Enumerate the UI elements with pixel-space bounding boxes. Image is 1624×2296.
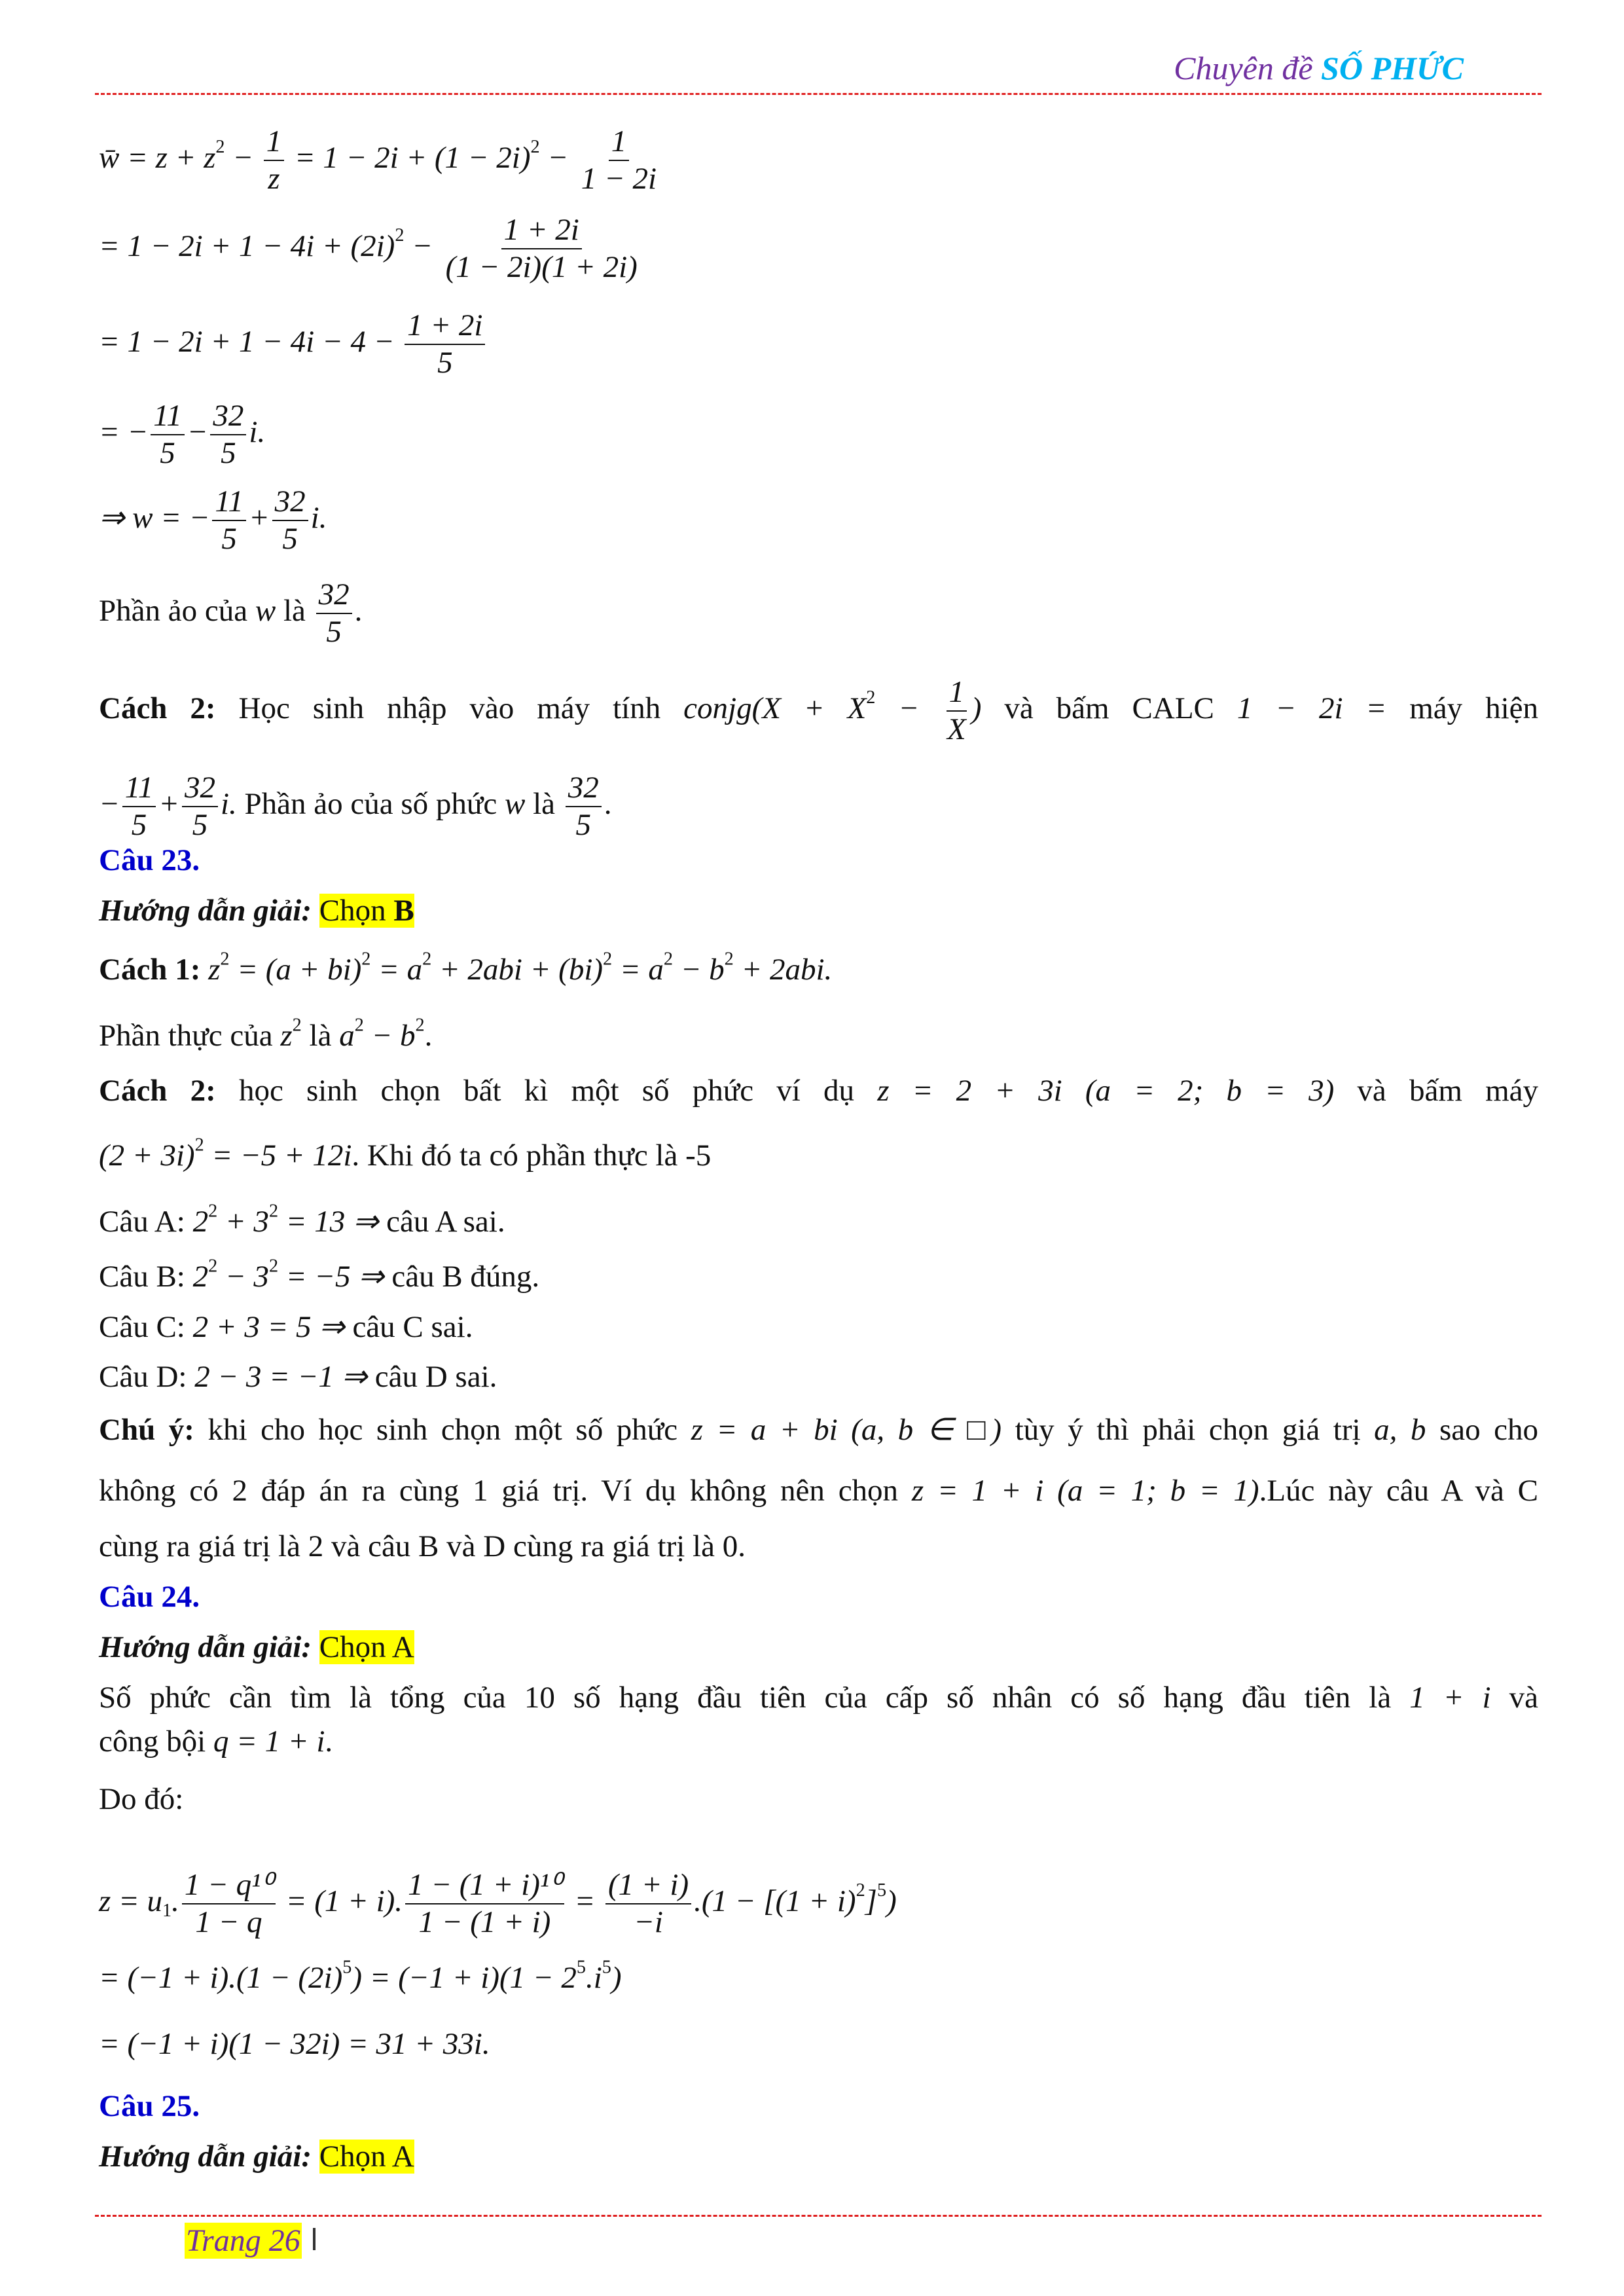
- math: w: [504, 786, 526, 821]
- text: và bấm CALC: [981, 691, 1237, 725]
- math: = 13 ⇒: [278, 1205, 379, 1239]
- text-line: [99, 401, 1538, 469]
- text: Câu D:: [99, 1360, 195, 1394]
- math: .i: [585, 1961, 602, 1995]
- text-line: [99, 1531, 1538, 1562]
- text-line: [99, 1726, 1538, 1757]
- math: 1 + i: [1409, 1681, 1491, 1715]
- text-line: [99, 1015, 1538, 1053]
- text-line: [99, 896, 1538, 926]
- text-line: [99, 845, 1538, 876]
- numerator: 32: [182, 773, 218, 807]
- math: − 3: [217, 1260, 269, 1294]
- footer-bar: [313, 2228, 316, 2250]
- fraction: [605, 1870, 691, 1938]
- text-line: [99, 677, 1538, 745]
- math: + 2abi + (bi): [431, 953, 604, 987]
- math: −: [99, 786, 120, 821]
- text-line: [99, 2091, 1538, 2122]
- math: −: [187, 414, 208, 449]
- superscript: 2: [208, 1256, 218, 1277]
- text: Câu B:: [99, 1260, 193, 1294]
- text: Do đó:: [99, 1782, 184, 1816]
- fraction: [272, 486, 308, 555]
- math: ]: [865, 1884, 877, 1918]
- math: i.: [310, 500, 327, 535]
- question-heading: Câu 23.: [99, 843, 200, 877]
- text-line: [99, 1632, 1538, 1663]
- math: a, b: [1374, 1413, 1426, 1447]
- text: .: [424, 1019, 433, 1053]
- superscript: 2: [603, 949, 613, 970]
- denominator: 5: [192, 808, 208, 842]
- superscript: 2: [530, 137, 540, 158]
- fraction: [316, 579, 352, 647]
- denominator: 5: [160, 436, 175, 470]
- superscript: 2: [292, 1015, 302, 1036]
- numerator: 1 − (1 + i)¹⁰: [405, 1870, 564, 1904]
- math: 2: [192, 1205, 209, 1239]
- superscript: 2: [268, 1201, 279, 1222]
- superscript: 5: [342, 1957, 352, 1978]
- math: ⇒ w = −: [99, 500, 210, 535]
- fraction: [182, 773, 218, 841]
- denominator: (1 − 2i)(1 + 2i): [445, 250, 638, 284]
- math: = (a + bi): [229, 953, 362, 987]
- numerator: 32: [272, 486, 308, 521]
- denominator: −i: [634, 1905, 663, 1939]
- superscript: 2: [194, 1135, 204, 1156]
- math: .: [171, 1884, 179, 1918]
- text: câu C sai.: [344, 1310, 473, 1344]
- text-line: [99, 1870, 1538, 1938]
- math: +: [248, 500, 270, 535]
- text-line: [99, 126, 1538, 194]
- text-line: [99, 1256, 1538, 1294]
- text-line: [99, 310, 1538, 378]
- answer-highlight: Chọn: [319, 894, 394, 928]
- answer-highlight: Chọn A: [319, 2140, 414, 2174]
- math: = a: [370, 953, 423, 987]
- numerator: 1: [264, 126, 285, 161]
- fraction: [122, 773, 156, 841]
- text: không có 2 đáp án ra cùng 1 giá trị. Ví dụ không nên chọn: [99, 1474, 912, 1508]
- page-number: Trang 26: [186, 2223, 300, 2258]
- superscript: 2: [866, 687, 876, 708]
- bold-label: Cách 2:: [99, 691, 216, 725]
- math: z = u: [99, 1884, 163, 1918]
- text-line: [99, 1076, 1538, 1106]
- denominator: 5: [437, 346, 453, 380]
- math: 2: [192, 1260, 209, 1294]
- math: z = a + bi (a, b ∈ □): [691, 1413, 1002, 1447]
- math: = 1 − 2i + 1 − 4i − 4 −: [99, 324, 403, 359]
- bold-label: Cách 1:: [99, 953, 201, 987]
- math: − b: [363, 1019, 416, 1053]
- fraction: [945, 677, 969, 745]
- text: và bấm máy: [1334, 1074, 1538, 1108]
- text-line: [99, 215, 1538, 283]
- math: − b: [672, 953, 725, 987]
- math: = −5 ⇒: [278, 1260, 384, 1294]
- superscript: 5: [876, 1880, 887, 1901]
- superscript: 2: [208, 1201, 218, 1222]
- denominator: 1 − q: [195, 1905, 262, 1939]
- subscript: 1: [162, 1901, 172, 1922]
- text-line: [99, 1957, 1538, 1995]
- superscript: 2: [354, 1015, 364, 1036]
- text: Phần ảo của số phức: [236, 786, 505, 821]
- math: = (−1 + i).(1 − (2i): [99, 1961, 343, 1995]
- text: sao cho: [1426, 1413, 1539, 1447]
- text: học sinh chọn bất kì một số phức ví dụ: [215, 1074, 878, 1108]
- numerator: 11: [122, 773, 156, 807]
- text-line: [99, 1784, 1538, 1815]
- fraction: [151, 401, 185, 469]
- fraction: [405, 1870, 564, 1938]
- math: ): [886, 1884, 897, 1918]
- superscript: 2: [724, 949, 734, 970]
- text: Phần thực của: [99, 1019, 281, 1053]
- text-line: [99, 2029, 1538, 2060]
- answer-highlight: Chọn A: [319, 1630, 414, 1664]
- numerator: 1 + 2i: [405, 310, 485, 345]
- numerator: 1: [947, 677, 967, 712]
- math: a: [339, 1019, 355, 1053]
- denominator: 5: [221, 522, 237, 556]
- text: câu B đúng.: [384, 1260, 540, 1294]
- text: cùng ra giá trị là 2 và câu B và D cùng ra giá trị là 0.: [99, 1529, 746, 1563]
- text-line: [99, 1201, 1538, 1239]
- numerator: (1 + i): [605, 1870, 691, 1904]
- header-prefix: Chuyên đề: [1174, 50, 1313, 86]
- denominator: 1 − (1 + i): [418, 1905, 551, 1939]
- numerator: 1 − q¹⁰: [182, 1870, 276, 1904]
- math: i.: [249, 414, 266, 449]
- math: = −: [99, 414, 149, 449]
- math: = (−1 + i)(1 − 32i) = 31 + 33i.: [99, 2027, 490, 2061]
- text-line: [99, 1683, 1538, 1713]
- text: .: [604, 786, 612, 821]
- text: Câu C:: [99, 1310, 193, 1344]
- superscript: 2: [215, 137, 225, 158]
- denominator: z: [268, 162, 280, 196]
- fraction: [210, 401, 246, 469]
- math: z: [280, 1019, 293, 1053]
- text: là: [276, 593, 314, 628]
- denominator: 5: [131, 808, 147, 842]
- math: = 1 − 2i + (1 − 2i): [287, 140, 531, 175]
- denominator: 5: [221, 436, 236, 470]
- math: +: [158, 786, 179, 821]
- superscript: 2: [422, 949, 432, 970]
- question-heading: Câu 25.: [99, 2089, 200, 2123]
- text: là: [525, 786, 563, 821]
- text: .: [325, 1724, 333, 1758]
- denominator: 1 − 2i: [581, 162, 657, 196]
- math: ): [611, 1961, 622, 1995]
- text: là: [301, 1019, 340, 1053]
- math: (2 + 3i): [99, 1139, 195, 1173]
- denominator: 5: [282, 522, 298, 556]
- text-line: [99, 1476, 1538, 1506]
- text: và: [1490, 1681, 1538, 1715]
- bold-label: Cách 2:: [99, 1074, 216, 1108]
- superscript: 5: [602, 1957, 611, 1978]
- math: = −5 + 12i: [204, 1139, 352, 1173]
- text: câu D sai.: [367, 1360, 497, 1394]
- fraction: [443, 215, 640, 283]
- text: [312, 1630, 319, 1664]
- math: z = 1 + i (a = 1; b = 1): [911, 1474, 1259, 1508]
- header-topic: SỐ PHỨC: [1321, 50, 1464, 86]
- math: 1 − 2i =: [1236, 691, 1387, 725]
- math: −: [539, 140, 576, 175]
- numerator: 32: [316, 579, 352, 614]
- text-line: [99, 1415, 1538, 1446]
- text-line: [99, 949, 1538, 987]
- text: . Khi đó ta có phần thực là -5: [352, 1139, 712, 1173]
- math: = 1 − 2i + 1 − 4i + (2i): [99, 228, 395, 263]
- math: 2 − 3 = −1 ⇒: [194, 1360, 367, 1394]
- text: Câu A:: [99, 1205, 193, 1239]
- denominator: X: [947, 712, 966, 746]
- math: w̄ = z + z: [99, 140, 216, 175]
- text-line: [99, 1135, 1538, 1173]
- superscript: 2: [856, 1880, 865, 1901]
- text: máy hiện: [1386, 691, 1539, 725]
- math: −: [875, 691, 943, 725]
- text: Số phức cần tìm là tổng của 10 số hạng đầu tiên của cấp số nhân có số hạng đầu tiên là: [99, 1681, 1410, 1715]
- superscript: 5: [576, 1957, 586, 1978]
- superscript: 2: [361, 949, 371, 970]
- fraction: [182, 1870, 276, 1938]
- text-line: [99, 1362, 1538, 1393]
- numerator: 1: [609, 126, 630, 161]
- numerator: 1 + 2i: [501, 215, 582, 249]
- math: =: [566, 1884, 604, 1918]
- text: Phần ảo của: [99, 593, 255, 628]
- numerator: 32: [210, 401, 246, 435]
- math: .(1 − [(1 + i): [694, 1884, 856, 1918]
- math: z = 2 + 3i (a = 2; b = 3): [877, 1074, 1335, 1108]
- math: −: [404, 228, 441, 263]
- superscript: 2: [268, 1256, 279, 1277]
- math: ): [971, 691, 982, 725]
- bold-label: Chú ý:: [99, 1413, 194, 1447]
- header-divider: [95, 93, 1542, 95]
- footer-divider: [95, 2215, 1542, 2217]
- text-line: [99, 1312, 1538, 1343]
- fraction: [579, 126, 659, 194]
- text-line: [99, 773, 1538, 841]
- numerator: 32: [566, 773, 602, 807]
- math: + 2abi.: [733, 953, 833, 987]
- denominator: 5: [575, 808, 592, 842]
- math: z: [200, 953, 221, 987]
- math: w: [255, 593, 276, 628]
- fraction: [212, 486, 246, 555]
- superscript: 2: [395, 225, 405, 246]
- math: conjg(X + X: [683, 691, 867, 725]
- text: [312, 2140, 319, 2174]
- superscript: 2: [220, 949, 230, 970]
- text: tùy ý thì phải chọn giá trị: [1001, 1413, 1375, 1447]
- math: 2 + 3 = 5 ⇒: [192, 1310, 345, 1344]
- math: q = 1 + i: [213, 1724, 325, 1758]
- text-line: [99, 1582, 1538, 1613]
- denominator: 5: [326, 615, 342, 649]
- superscript: 2: [415, 1015, 425, 1036]
- numerator: 11: [212, 486, 246, 521]
- superscript: 2: [663, 949, 673, 970]
- math: = (1 + i).: [278, 1884, 403, 1918]
- text: .: [354, 593, 363, 628]
- fraction: [405, 310, 485, 378]
- math: ) = (−1 + i)(1 − 2: [352, 1961, 577, 1995]
- solution-label: Hướng dẫn giải:: [99, 2140, 312, 2174]
- text-line: [99, 486, 1538, 555]
- text: Học sinh nhập vào máy tính: [215, 691, 684, 725]
- text: câu A sai.: [378, 1205, 505, 1239]
- solution-label: Hướng dẫn giải:: [99, 894, 312, 928]
- text: .Lúc này câu A và C: [1259, 1474, 1538, 1508]
- text: [312, 894, 319, 928]
- text: khi cho học sinh chọn một số phức: [194, 1413, 691, 1447]
- text-line: [99, 579, 1538, 647]
- math: −: [225, 140, 261, 175]
- answer-highlight: B: [393, 894, 414, 928]
- solution-label: Hướng dẫn giải:: [99, 1630, 312, 1664]
- text-line: [99, 2141, 1538, 2172]
- running-header: [1174, 49, 1464, 87]
- fraction: [566, 773, 602, 841]
- math: = a: [612, 953, 664, 987]
- numerator: 11: [151, 401, 185, 435]
- math: i.: [220, 786, 237, 821]
- math: + 3: [217, 1205, 269, 1239]
- text: công bội: [99, 1724, 213, 1758]
- fraction: [264, 126, 285, 194]
- question-heading: Câu 24.: [99, 1580, 200, 1614]
